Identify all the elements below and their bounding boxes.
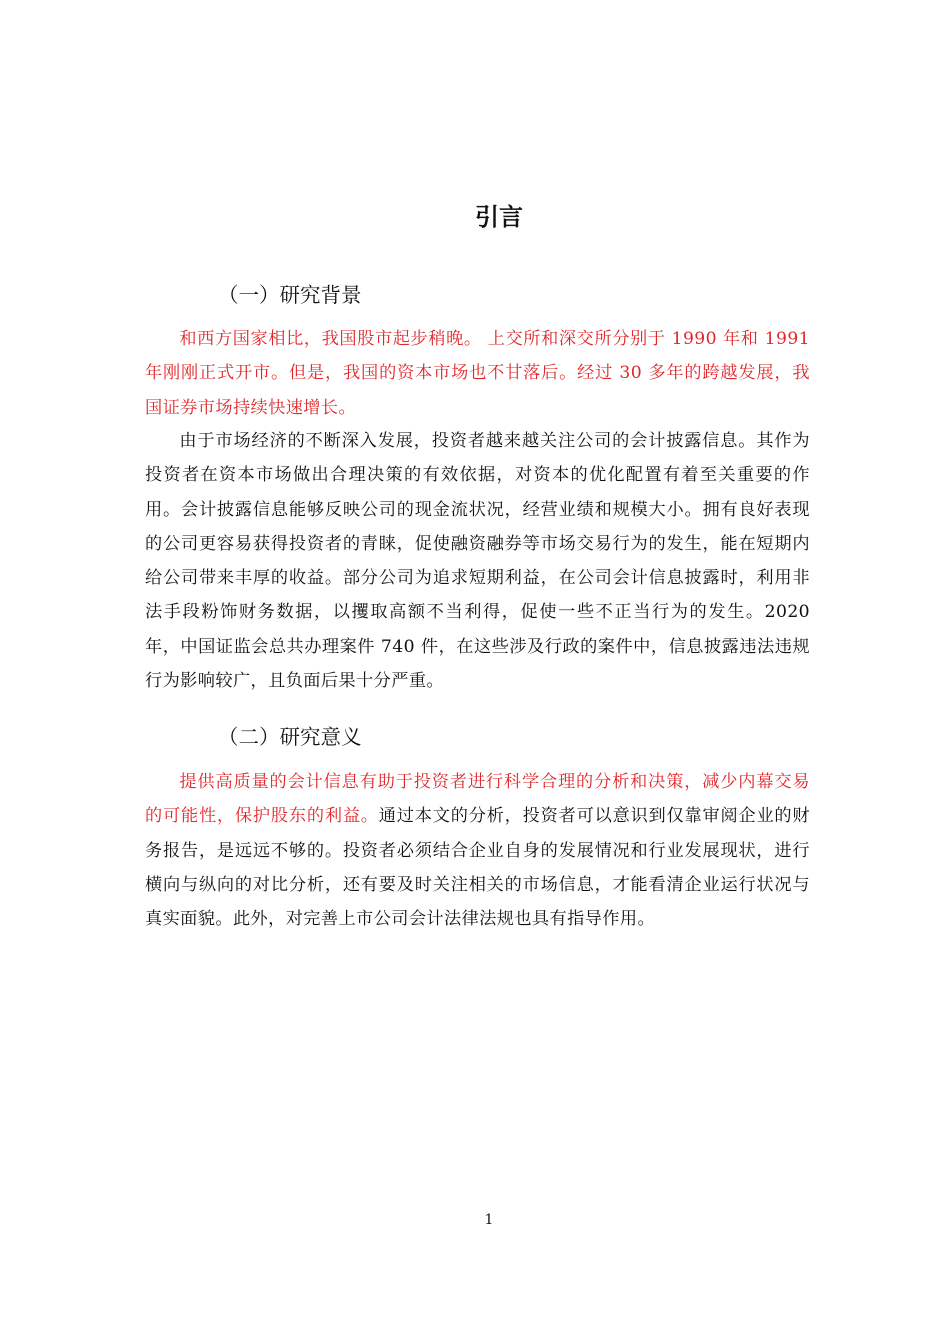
paragraph-background-intro — [145, 322, 810, 425]
body-text: 通过本文的分析，投资者可以意识到仅靠审阅企业的财务报告，是远远不够的。投资者必须结合企业自身的发展情况和行业发展现状，进行横向与纵向的对比分析，还有要及时关注相关的市场信息，才能看清企业运行状况与真实面貌。此外，对完善上市公司会计法律法规也具有指导作用。 — [145, 806, 811, 930]
paragraph-significance — [145, 765, 810, 936]
section-heading-background: （一）研究背景 — [218, 283, 362, 307]
paragraph-background-detail — [145, 424, 810, 698]
body-text: 由于市场经济的不断深入发展，投资者越来越关注公司的会计披露信息。其作为投资者在资本市场做出合理决策的有效依据，对资本的优化配置有着至关重要的作用。会计披露信息能够反映公司的现金流状况，经营业绩和规模大小。拥有良好表现的公司更容易获得投资者的青睐，促使融资融券等市场交易行为的发生，能在短期内给公司带来丰厚的收益。部分公司为追求短期利益，在公司会计信息披露时，利用非法手段粉饰财务数据，以攫取高额不当利得，促使一些不正当行为的发生。2020 年，中国证监会总共办理案件 740 件，在这些涉及行政的案件中，信息披露违法违规行为影响较广，且负面后果十分严重。 — [145, 431, 810, 692]
highlighted-text: 提供高质量的会计信息有助于投资者进行科学合理的分析和决策，减少内幕交易的可能性，保护股东的利益。 — [145, 772, 810, 827]
page-number: 1 — [484, 1212, 494, 1228]
highlighted-text: 和西方国家相比，我国股市起步稍晚。 上交所和深交所分别于 1990 年和 1991 年刚刚正式开市。但是，我国的资本市场也不甘落后。经过 30 多年的跨越发展，我国证券市场持续快速增长。 — [145, 329, 810, 418]
section-heading-significance: （二）研究意义 — [218, 725, 362, 749]
page-title: 引言 — [475, 203, 523, 232]
